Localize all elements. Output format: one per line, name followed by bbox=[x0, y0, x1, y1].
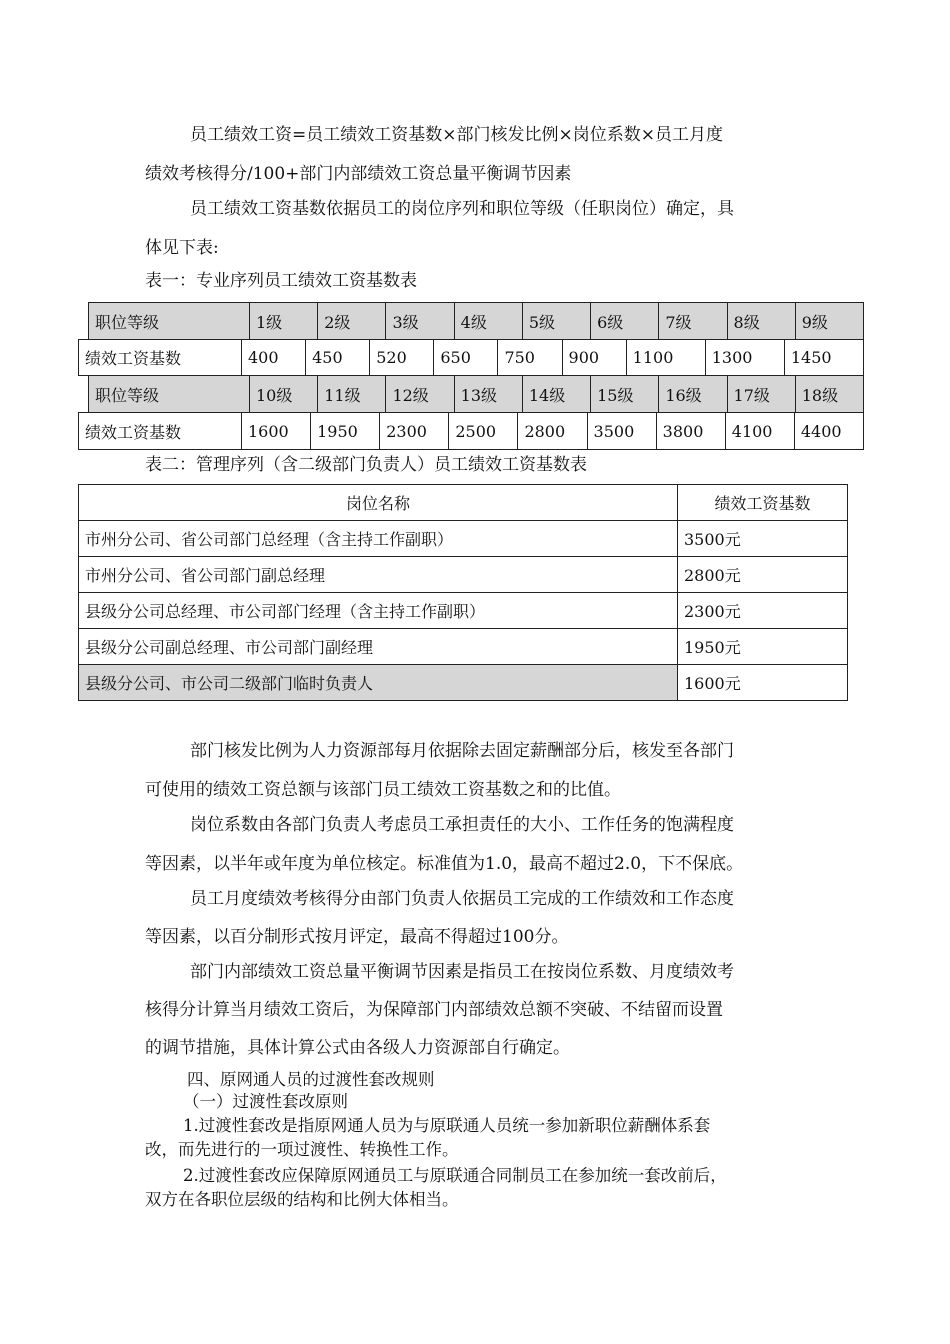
table2-caption: 表二：管理序列（含二级部门负责人）员工绩效工资基数表 bbox=[145, 455, 587, 475]
grade-cell: 10级 bbox=[250, 376, 318, 413]
position-cell: 县级分公司副总经理、市公司部门副经理 bbox=[79, 629, 678, 665]
grade-cell: 8级 bbox=[727, 303, 795, 340]
item2-line-2: 双方在各职位层级的结构和比例大体相当。 bbox=[145, 1190, 459, 1209]
value-cell: 3500 bbox=[587, 413, 656, 450]
ratio-line-2: 可使用的绩效工资总额与该部门员工绩效工资基数之和的比值。 bbox=[145, 780, 621, 800]
base-label: 绩效工资基数 bbox=[79, 413, 242, 450]
grade-cell: 3级 bbox=[386, 303, 454, 340]
value-cell: 2500 bbox=[449, 413, 518, 450]
header-base: 绩效工资基数 bbox=[678, 485, 848, 521]
table1-grade-row-2 bbox=[88, 375, 864, 413]
grade-cell: 2级 bbox=[318, 303, 386, 340]
value-cell: 2300 bbox=[380, 413, 449, 450]
base-label: 绩效工资基数 bbox=[79, 340, 242, 376]
item1-line-2: 改，而先进行的一项过渡性、转换性工作。 bbox=[145, 1140, 459, 1159]
value-cell: 900 bbox=[562, 340, 626, 376]
value-cell: 3800 bbox=[656, 413, 725, 450]
value-cell: 1450 bbox=[784, 340, 863, 376]
value-cell: 750 bbox=[498, 340, 562, 376]
value-cell: 1300 bbox=[705, 340, 784, 376]
grade-cell: 9级 bbox=[795, 303, 863, 340]
value-cell: 1600 bbox=[242, 413, 311, 450]
position-cell: 市州分公司、省公司部门总经理（含主持工作副职） bbox=[79, 521, 678, 557]
grade-cell: 5级 bbox=[522, 303, 590, 340]
base-cell: 2800元 bbox=[678, 557, 848, 593]
grade-cell: 6级 bbox=[591, 303, 659, 340]
grade-cell: 1级 bbox=[250, 303, 318, 340]
ratio-line-1: 部门核发比例为人力资源部每月依据除去固定薪酬部分后，核发至各部门 bbox=[190, 741, 734, 761]
grade-label: 职位等级 bbox=[89, 376, 250, 413]
coefficient-line-1: 岗位系数由各部门负责人考虑员工承担责任的大小、工作任务的饱满程度 bbox=[190, 815, 734, 835]
value-cell: 650 bbox=[434, 340, 498, 376]
grade-cell: 11级 bbox=[318, 376, 386, 413]
table1-caption: 表一：专业序列员工绩效工资基数表 bbox=[145, 271, 417, 291]
grade-cell: 14级 bbox=[522, 376, 590, 413]
table2-management-base bbox=[78, 484, 848, 701]
grade-cell: 7级 bbox=[659, 303, 727, 340]
grade-label: 职位等级 bbox=[89, 303, 250, 340]
item1-line-1: 1.过渡性套改是指原网通人员为与原联通人员统一参加新职位薪酬体系套 bbox=[183, 1116, 711, 1135]
grade-cell: 4级 bbox=[454, 303, 522, 340]
grade-cell: 17级 bbox=[727, 376, 795, 413]
base-intro-line-2: 体见下表: bbox=[145, 238, 219, 258]
grade-cell: 16级 bbox=[659, 376, 727, 413]
grade-cell: 13级 bbox=[454, 376, 522, 413]
value-cell: 450 bbox=[306, 340, 370, 376]
base-cell: 3500元 bbox=[678, 521, 848, 557]
table1-value-row-1 bbox=[78, 339, 864, 376]
value-cell: 4400 bbox=[794, 413, 863, 450]
balance-line-2: 核得分计算当月绩效工资后，为保障部门内部绩效总额不突破、不结留而设置 bbox=[145, 1000, 723, 1020]
table-row bbox=[79, 557, 848, 593]
coefficient-line-2: 等因素，以半年或年度为单位核定。标准值为1.0，最高不超过2.0，下不保底。 bbox=[145, 854, 744, 874]
grade-cell: 18级 bbox=[795, 376, 863, 413]
score-line-2: 等因素，以百分制形式按月评定，最高不得超过100分。 bbox=[145, 927, 569, 947]
value-cell: 4100 bbox=[725, 413, 794, 450]
value-cell: 2800 bbox=[518, 413, 587, 450]
formula-line-2: 绩效考核得分/100+部门内部绩效工资总量平衡调节因素 bbox=[145, 164, 572, 184]
base-intro-line-1: 员工绩效工资基数依据员工的岗位序列和职位等级（任职岗位）确定，具 bbox=[190, 199, 734, 219]
table-row bbox=[79, 593, 848, 629]
balance-line-1: 部门内部绩效工资总量平衡调节因素是指员工在按岗位系数、月度绩效考 bbox=[190, 962, 734, 982]
value-cell: 520 bbox=[370, 340, 434, 376]
table1-value-row-2 bbox=[78, 412, 864, 450]
position-cell: 市州分公司、省公司部门副总经理 bbox=[79, 557, 678, 593]
formula-line-1: 员工绩效工资=员工绩效工资基数×部门核发比例×岗位系数×员工月度 bbox=[190, 125, 723, 145]
value-cell: 1100 bbox=[626, 340, 705, 376]
item2-line-1: 2.过渡性套改应保障原网通员工与原联通合同制员工在参加统一套改前后， bbox=[183, 1166, 727, 1185]
score-line-1: 员工月度绩效考核得分由部门负责人依据员工完成的工作绩效和工作态度 bbox=[190, 889, 734, 909]
balance-line-3: 的调节措施，具体计算公式由各级人力资源部自行确定。 bbox=[145, 1038, 570, 1058]
table-row bbox=[79, 629, 848, 665]
base-cell: 2300元 bbox=[678, 593, 848, 629]
table-row bbox=[79, 665, 848, 701]
header-position: 岗位名称 bbox=[79, 485, 678, 521]
table-header-row bbox=[79, 485, 848, 521]
value-cell: 1950 bbox=[311, 413, 380, 450]
position-cell: 县级分公司、市公司二级部门临时负责人 bbox=[79, 665, 678, 701]
table-row bbox=[79, 521, 848, 557]
position-cell: 县级分公司总经理、市公司部门经理（含主持工作副职） bbox=[79, 593, 678, 629]
base-cell: 1950元 bbox=[678, 629, 848, 665]
table1-grade-row-1 bbox=[88, 302, 864, 340]
base-cell: 1600元 bbox=[678, 665, 848, 701]
section-heading-4: 四、原网通人员的过渡性套改规则 bbox=[187, 1070, 435, 1089]
grade-cell: 15级 bbox=[591, 376, 659, 413]
subsection-heading: （一）过渡性套改原则 bbox=[183, 1092, 348, 1111]
value-cell: 400 bbox=[242, 340, 306, 376]
grade-cell: 12级 bbox=[386, 376, 454, 413]
